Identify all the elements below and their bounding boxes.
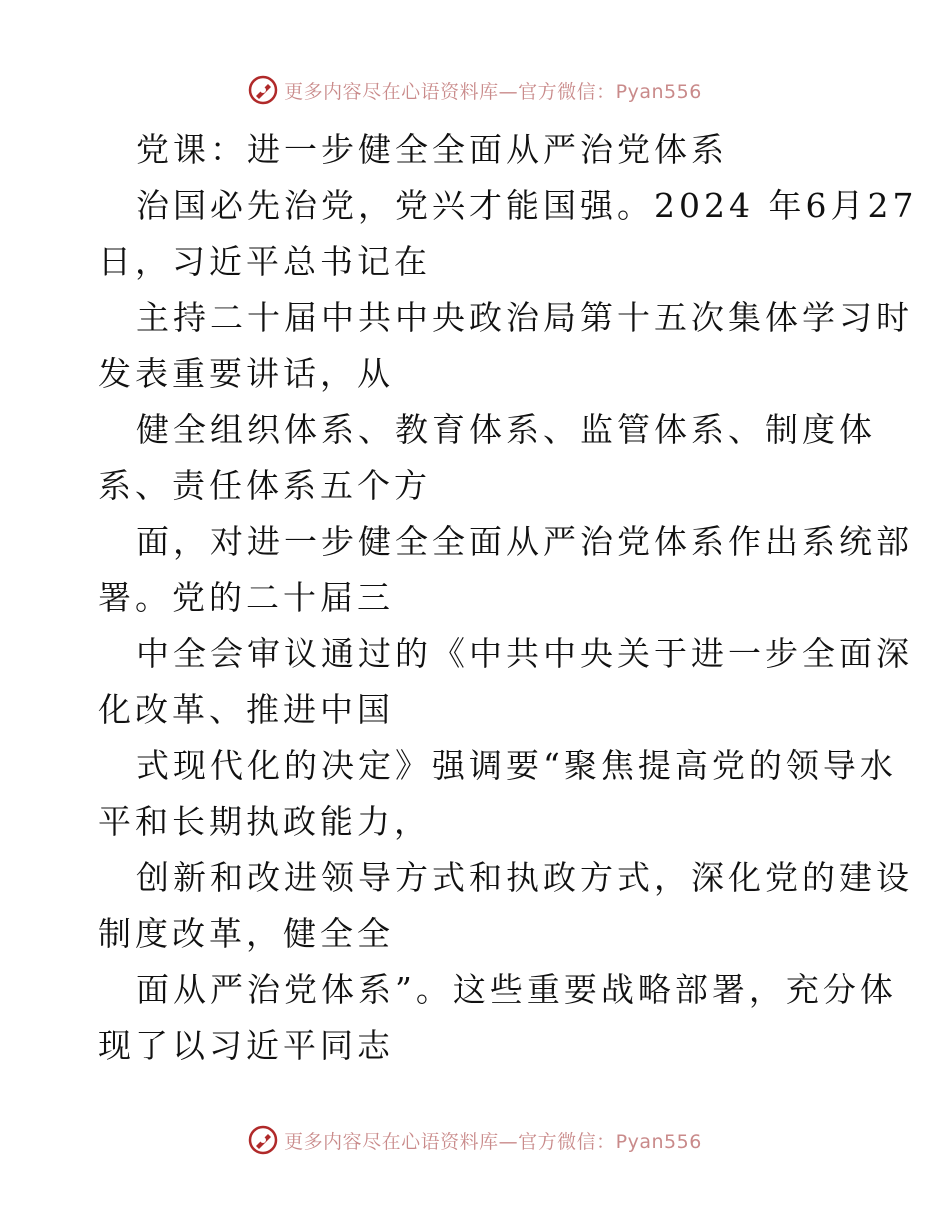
text-line: 现了以习近平同志 xyxy=(98,1026,394,1065)
text-line: 健全组织体系、教育体系、监管体系、制度体 xyxy=(136,410,876,449)
header-watermark xyxy=(0,72,950,108)
document-title: 党课：进一步健全全面从严治党体系 xyxy=(136,130,728,169)
footer-watermark xyxy=(0,1122,950,1158)
watermark-text: 更多内容尽在心语资料库—官方微信：Pyan556 xyxy=(284,1130,702,1153)
text-line: 系、责任体系五个方 xyxy=(98,466,431,505)
watermark-text: 更多内容尽在心语资料库—官方微信：Pyan556 xyxy=(284,80,702,103)
text-line: 式现代化的决定》强调要“聚焦提高党的领导水 xyxy=(136,746,897,785)
text-line: 创新和改进领导方式和执政方式，深化党的建设 xyxy=(136,858,913,897)
text-line: 主持二十届中共中央政治局第十五次集体学习时 xyxy=(136,298,913,337)
text-line: 中全会审议通过的《中共中央关于进一步全面深 xyxy=(136,634,913,673)
text-line: 日，习近平总书记在 xyxy=(98,242,431,281)
text-line: 化改革、推进中国 xyxy=(98,690,394,729)
text-line: 面，对进一步健全全面从严治党体系作出系统部 xyxy=(136,522,913,561)
pen-seal-logo-icon xyxy=(248,75,278,105)
text-line: 平和长期执政能力， xyxy=(98,802,431,841)
text-line: 署。党的二十届三 xyxy=(98,578,394,617)
text-line: 治国必先治党，党兴才能国强。2024 年6月27 xyxy=(136,186,918,225)
paragraph-lines xyxy=(98,178,918,1074)
text-line: 面从严治党体系”。这些重要战略部署，充分体 xyxy=(136,970,897,1009)
text-line: 发表重要讲话，从 xyxy=(98,354,394,393)
document-body xyxy=(98,122,918,1074)
text-line: 制度改革，健全全 xyxy=(98,914,394,953)
pen-seal-logo-icon xyxy=(248,1125,278,1155)
